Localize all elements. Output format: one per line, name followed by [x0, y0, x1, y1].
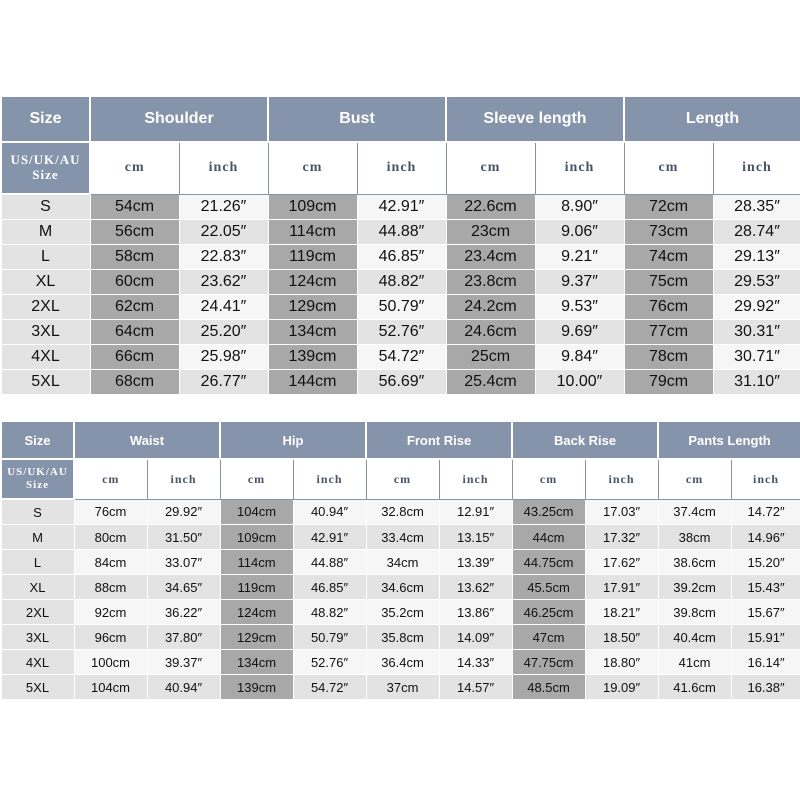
top-table-body [1, 194, 800, 395]
size-cell: 4XL [1, 650, 74, 675]
unit-cm: cm [74, 459, 147, 499]
measurement-cell: 9.21″ [535, 245, 624, 270]
measurement-cell: 33.4cm [366, 525, 439, 550]
table-row [1, 625, 800, 650]
measurement-cell: 75cm [624, 270, 713, 295]
unit-cm: cm [268, 142, 357, 194]
measurement-cell: 54cm [90, 194, 179, 220]
unit-inch: inch [179, 142, 268, 194]
measurement-cell: 15.91″ [731, 625, 800, 650]
measurement-cell: 18.21″ [585, 600, 658, 625]
measurement-cell: 76cm [74, 499, 147, 525]
measurement-cell: 14.09″ [439, 625, 512, 650]
size-cell: M [1, 525, 74, 550]
measurement-cell: 17.32″ [585, 525, 658, 550]
measurement-cell: 24.6cm [446, 320, 535, 345]
measurement-cell: 109cm [268, 194, 357, 220]
measurement-cell: 25cm [446, 345, 535, 370]
measurement-cell: 18.80″ [585, 650, 658, 675]
size-cell: XL [1, 575, 74, 600]
measurement-cell: 104cm [220, 499, 293, 525]
measurement-cell: 25.4cm [446, 370, 535, 395]
measurement-cell: 14.57″ [439, 675, 512, 700]
table-row [1, 525, 800, 550]
measurement-cell: 84cm [74, 550, 147, 575]
measurement-cell: 114cm [220, 550, 293, 575]
bust-header: Bust [268, 96, 446, 142]
measurement-cell: 14.72″ [731, 499, 800, 525]
table-row [1, 550, 800, 575]
measurement-cell: 34cm [366, 550, 439, 575]
measurement-cell: 29.53″ [713, 270, 800, 295]
measurement-cell: 66cm [90, 345, 179, 370]
measurement-cell: 30.71″ [713, 345, 800, 370]
measurement-cell: 15.67″ [731, 600, 800, 625]
table-row [1, 320, 800, 345]
unit-cm: cm [658, 459, 731, 499]
measurement-cell: 46.25cm [512, 600, 585, 625]
measurement-cell: 16.38″ [731, 675, 800, 700]
measurement-cell: 78cm [624, 345, 713, 370]
measurement-cell: 13.86″ [439, 600, 512, 625]
measurement-cell: 56cm [90, 220, 179, 245]
size-system-line1: US/UK/AU [10, 152, 81, 168]
table-row [1, 650, 800, 675]
measurement-cell: 39.8cm [658, 600, 731, 625]
unit-inch: inch [147, 459, 220, 499]
measurement-cell: 21.26″ [179, 194, 268, 220]
measurement-cell: 22.05″ [179, 220, 268, 245]
measurement-cell: 92cm [74, 600, 147, 625]
measurement-cell: 62cm [90, 295, 179, 320]
unit-cm: cm [366, 459, 439, 499]
measurement-cell: 48.82″ [293, 600, 366, 625]
measurement-cell: 36.4cm [366, 650, 439, 675]
measurement-cell: 29.92″ [147, 499, 220, 525]
measurement-cell: 50.79″ [293, 625, 366, 650]
measurement-cell: 29.13″ [713, 245, 800, 270]
measurement-cell: 39.2cm [658, 575, 731, 600]
measurement-cell: 23.8cm [446, 270, 535, 295]
measurement-cell: 22.83″ [179, 245, 268, 270]
size-cell: 2XL [1, 600, 74, 625]
measurement-cell: 119cm [220, 575, 293, 600]
measurement-cell: 139cm [268, 345, 357, 370]
unit-cm: cm [624, 142, 713, 194]
measurement-cell: 17.62″ [585, 550, 658, 575]
measurement-cell: 96cm [74, 625, 147, 650]
measurement-cell: 42.91″ [293, 525, 366, 550]
measurement-cell: 23cm [446, 220, 535, 245]
measurement-cell: 15.43″ [731, 575, 800, 600]
measurement-cell: 24.2cm [446, 295, 535, 320]
measurement-cell: 13.62″ [439, 575, 512, 600]
measurement-cell: 43.25cm [512, 499, 585, 525]
measurement-cell: 26.77″ [179, 370, 268, 395]
measurement-cell: 35.2cm [366, 600, 439, 625]
table-row [1, 245, 800, 270]
shoulder-header: Shoulder [90, 96, 268, 142]
table-row [1, 194, 800, 220]
size-cell: M [1, 220, 90, 245]
measurement-cell: 44.75cm [512, 550, 585, 575]
size-system-label [1, 459, 74, 499]
measurement-cell: 77cm [624, 320, 713, 345]
bottom-table-body [1, 499, 800, 700]
table-row [1, 575, 800, 600]
unit-cm: cm [90, 142, 179, 194]
measurement-cell: 32.8cm [366, 499, 439, 525]
measurement-cell: 22.6cm [446, 194, 535, 220]
measurement-cell: 50.79″ [357, 295, 446, 320]
size-cell: 3XL [1, 320, 90, 345]
measurement-cell: 134cm [268, 320, 357, 345]
measurement-cell: 80cm [74, 525, 147, 550]
measurement-cell: 40.94″ [147, 675, 220, 700]
measurement-cell: 19.09″ [585, 675, 658, 700]
measurement-cell: 44.88″ [357, 220, 446, 245]
measurement-cell: 139cm [220, 675, 293, 700]
unit-inch: inch [713, 142, 800, 194]
measurement-cell: 54.72″ [293, 675, 366, 700]
measurement-cell: 44cm [512, 525, 585, 550]
length-header: Length [624, 96, 800, 142]
measurement-cell: 9.53″ [535, 295, 624, 320]
measurement-cell: 25.20″ [179, 320, 268, 345]
measurement-cell: 52.76″ [357, 320, 446, 345]
measurement-cell: 52.76″ [293, 650, 366, 675]
measurement-cell: 23.62″ [179, 270, 268, 295]
unit-inch: inch [357, 142, 446, 194]
measurement-cell: 34.65″ [147, 575, 220, 600]
size-cell: L [1, 550, 74, 575]
measurement-cell: 134cm [220, 650, 293, 675]
measurement-cell: 29.92″ [713, 295, 800, 320]
measurement-cell: 12.91″ [439, 499, 512, 525]
size-system-label [1, 142, 90, 194]
measurement-cell: 60cm [90, 270, 179, 295]
table-row [1, 220, 800, 245]
table-row [1, 675, 800, 700]
measurement-cell: 72cm [624, 194, 713, 220]
measurement-cell: 14.33″ [439, 650, 512, 675]
measurement-cell: 79cm [624, 370, 713, 395]
measurement-cell: 40.94″ [293, 499, 366, 525]
measurement-cell: 40.4cm [658, 625, 731, 650]
top-header-row [1, 96, 800, 142]
measurement-cell: 47.75cm [512, 650, 585, 675]
table-row [1, 345, 800, 370]
table-row [1, 499, 800, 525]
size-cell: XL [1, 270, 90, 295]
measurement-cell: 109cm [220, 525, 293, 550]
measurement-cell: 18.50″ [585, 625, 658, 650]
measurement-cell: 15.20″ [731, 550, 800, 575]
measurement-cell: 9.37″ [535, 270, 624, 295]
size-cell: L [1, 245, 90, 270]
measurement-cell: 76cm [624, 295, 713, 320]
measurement-cell: 9.84″ [535, 345, 624, 370]
measurement-cell: 124cm [268, 270, 357, 295]
measurement-cell: 24.41″ [179, 295, 268, 320]
measurement-cell: 88cm [74, 575, 147, 600]
measurement-cell: 31.10″ [713, 370, 800, 395]
measurement-cell: 56.69″ [357, 370, 446, 395]
measurement-cell: 73cm [624, 220, 713, 245]
size-cell: 2XL [1, 295, 90, 320]
measurement-cell: 74cm [624, 245, 713, 270]
measurement-cell: 9.06″ [535, 220, 624, 245]
measurement-cell: 129cm [220, 625, 293, 650]
bottom-size-table [0, 420, 800, 700]
measurement-cell: 17.03″ [585, 499, 658, 525]
front-rise-header: Front Rise [366, 421, 512, 459]
measurement-cell: 144cm [268, 370, 357, 395]
measurement-cell: 25.98″ [179, 345, 268, 370]
measurement-cell: 34.6cm [366, 575, 439, 600]
measurement-cell: 46.85″ [293, 575, 366, 600]
measurement-cell: 10.00″ [535, 370, 624, 395]
table-row [1, 270, 800, 295]
measurement-cell: 23.4cm [446, 245, 535, 270]
measurement-cell: 8.90″ [535, 194, 624, 220]
size-cell: S [1, 499, 74, 525]
unit-inch: inch [731, 459, 800, 499]
waist-header: Waist [74, 421, 220, 459]
measurement-cell: 68cm [90, 370, 179, 395]
measurement-cell: 48.82″ [357, 270, 446, 295]
table-row [1, 600, 800, 625]
top-unit-row [1, 142, 800, 194]
measurement-cell: 41cm [658, 650, 731, 675]
size-header: Size [1, 421, 74, 459]
measurement-cell: 48.5cm [512, 675, 585, 700]
measurement-cell: 9.69″ [535, 320, 624, 345]
size-cell: 5XL [1, 370, 90, 395]
bottom-header-row [1, 421, 800, 459]
measurement-cell: 13.15″ [439, 525, 512, 550]
measurement-cell: 37.80″ [147, 625, 220, 650]
size-system-line2: Size [26, 479, 49, 491]
sleeve-length-header: Sleeve length [446, 96, 624, 142]
measurement-cell: 64cm [90, 320, 179, 345]
measurement-cell: 17.91″ [585, 575, 658, 600]
measurement-cell: 44.88″ [293, 550, 366, 575]
measurement-cell: 13.39″ [439, 550, 512, 575]
measurement-cell: 37.4cm [658, 499, 731, 525]
size-system-line1: US/UK/AU [7, 466, 68, 479]
top-size-table [0, 95, 800, 395]
measurement-cell: 39.37″ [147, 650, 220, 675]
measurement-cell: 41.6cm [658, 675, 731, 700]
measurement-cell: 38cm [658, 525, 731, 550]
measurement-cell: 16.14″ [731, 650, 800, 675]
size-system-line2: Size [32, 167, 59, 182]
unit-cm: cm [512, 459, 585, 499]
measurement-cell: 129cm [268, 295, 357, 320]
measurement-cell: 100cm [74, 650, 147, 675]
measurement-cell: 119cm [268, 245, 357, 270]
measurement-cell: 45.5cm [512, 575, 585, 600]
measurement-cell: 30.31″ [713, 320, 800, 345]
measurement-cell: 35.8cm [366, 625, 439, 650]
measurement-cell: 37cm [366, 675, 439, 700]
measurement-cell: 42.91″ [357, 194, 446, 220]
measurement-cell: 46.85″ [357, 245, 446, 270]
pants-length-header: Pants Length [658, 421, 800, 459]
unit-cm: cm [446, 142, 535, 194]
measurement-cell: 47cm [512, 625, 585, 650]
size-cell: 5XL [1, 675, 74, 700]
measurement-cell: 31.50″ [147, 525, 220, 550]
measurement-cell: 28.74″ [713, 220, 800, 245]
unit-inch: inch [585, 459, 658, 499]
size-header: Size [1, 96, 90, 142]
measurement-cell: 38.6cm [658, 550, 731, 575]
size-cell: S [1, 194, 90, 220]
table-row [1, 370, 800, 395]
unit-inch: inch [293, 459, 366, 499]
hip-header: Hip [220, 421, 366, 459]
measurement-cell: 28.35″ [713, 194, 800, 220]
unit-inch: inch [535, 142, 624, 194]
measurement-cell: 54.72″ [357, 345, 446, 370]
measurement-cell: 114cm [268, 220, 357, 245]
measurement-cell: 58cm [90, 245, 179, 270]
measurement-cell: 104cm [74, 675, 147, 700]
back-rise-header: Back Rise [512, 421, 658, 459]
size-cell: 4XL [1, 345, 90, 370]
measurement-cell: 14.96″ [731, 525, 800, 550]
measurement-cell: 36.22″ [147, 600, 220, 625]
measurement-cell: 124cm [220, 600, 293, 625]
measurement-cell: 33.07″ [147, 550, 220, 575]
bottom-unit-row [1, 459, 800, 499]
unit-inch: inch [439, 459, 512, 499]
size-cell: 3XL [1, 625, 74, 650]
table-row [1, 295, 800, 320]
unit-cm: cm [220, 459, 293, 499]
